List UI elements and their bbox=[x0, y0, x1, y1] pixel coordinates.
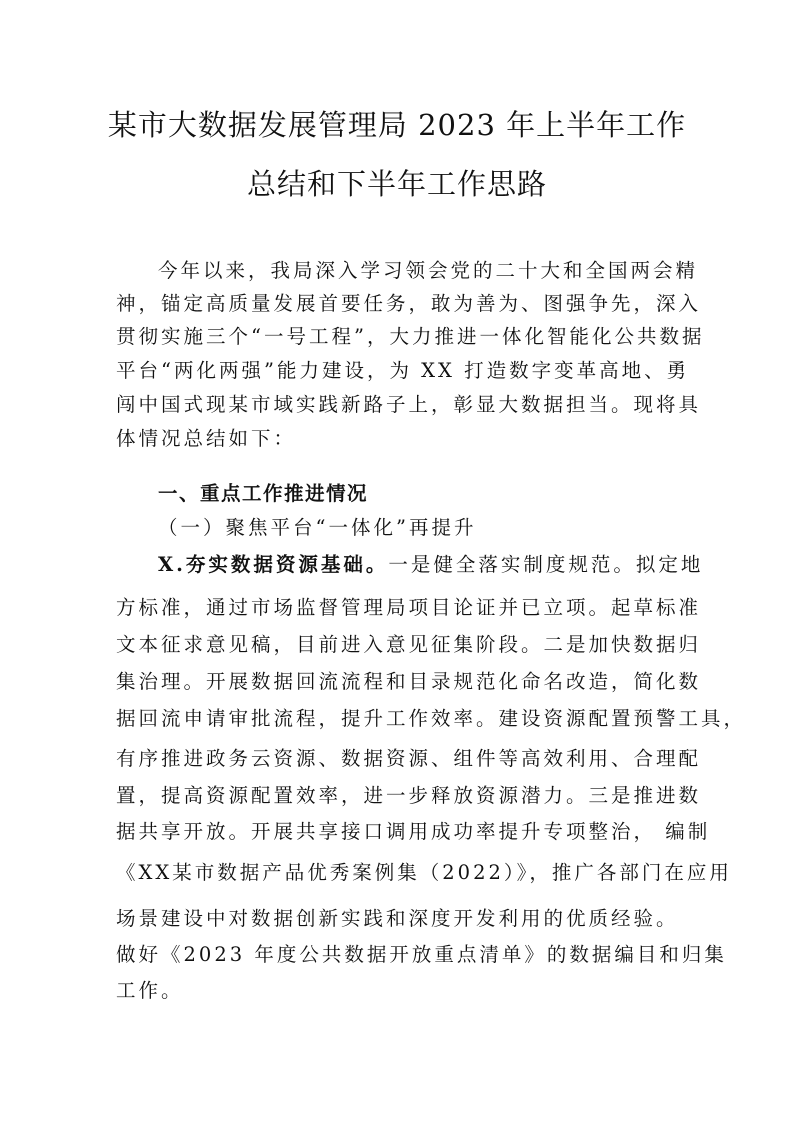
section-heading-level-1: 一、重点工作推进情况 bbox=[158, 482, 369, 505]
section-paragraph-line: 工作。 bbox=[116, 979, 184, 1002]
section-heading-level-2: （一）聚焦平台“一体化”再提升 bbox=[158, 516, 477, 539]
section-paragraph-line: 据共享开放。开展共享接口调用成功率提升专项整治， 编制 bbox=[116, 820, 711, 843]
section-paragraph-line: 文本征求意见稿，目前进入意见征集阶段。二是加快数据归 bbox=[116, 633, 702, 656]
intro-paragraph-line: 体情况总结如下： bbox=[116, 427, 297, 450]
intro-paragraph-line: 今年以来，我局深入学习领会党的二十大和全国两会精 bbox=[158, 259, 699, 282]
intro-paragraph-line: 闯中国式现某市域实践新路子上，彰显大数据担当。现将具 bbox=[116, 393, 702, 416]
section-paragraph-line: 方标准，通过市场监督管理局项目论证并已立项。起草标准 bbox=[116, 596, 702, 619]
section-paragraph-line: 《XX某市数据产品优秀案例集（2022）》，推广各部门在应用 bbox=[116, 861, 732, 884]
section-first-line-rest: 一是健全落实制度规范。拟定地 bbox=[388, 553, 704, 576]
section-paragraph-line: 据回流申请审批流程，提升工作效率。建设资源配置预警工具， bbox=[116, 707, 747, 730]
section-paragraph-line: 场景建设中对数据创新实践和深度开发利用的优质经验。 bbox=[116, 907, 679, 930]
section-paragraph-first-line bbox=[158, 552, 703, 578]
section-paragraph-line: 有序推进政务云资源、数据资源、组件等高效利用、合理配 bbox=[116, 747, 702, 770]
intro-paragraph-line: 神，锚定高质量发展首要任务，敢为善为、图强争先，深入 bbox=[116, 292, 702, 315]
intro-paragraph-line: 平台“两化两强”能力建设，为 XX 打造数字变革高地、勇 bbox=[116, 359, 690, 382]
document-title-line-2: 总结和下半年工作思路 bbox=[246, 167, 547, 201]
section-paragraph-line: 集治理。开展数据回流流程和目录规范化命名改造，简化数 bbox=[116, 670, 702, 693]
section-lead-title: X.夯实数据资源基础。 bbox=[158, 553, 389, 576]
intro-paragraph-line: 贯彻实施三个“一号工程”，大力推进一体化智能化公共数据 bbox=[116, 325, 705, 348]
section-paragraph-line: 做好《2023 年度公共数据开放重点清单》的数据编目和归集 bbox=[116, 943, 727, 966]
document-title-line-1: 某市大数据发展管理局 2023 年上半年工作 bbox=[107, 108, 687, 142]
section-paragraph-line: 置，提高资源配置效率，进一步释放资源潜力。三是推进数 bbox=[116, 784, 702, 807]
